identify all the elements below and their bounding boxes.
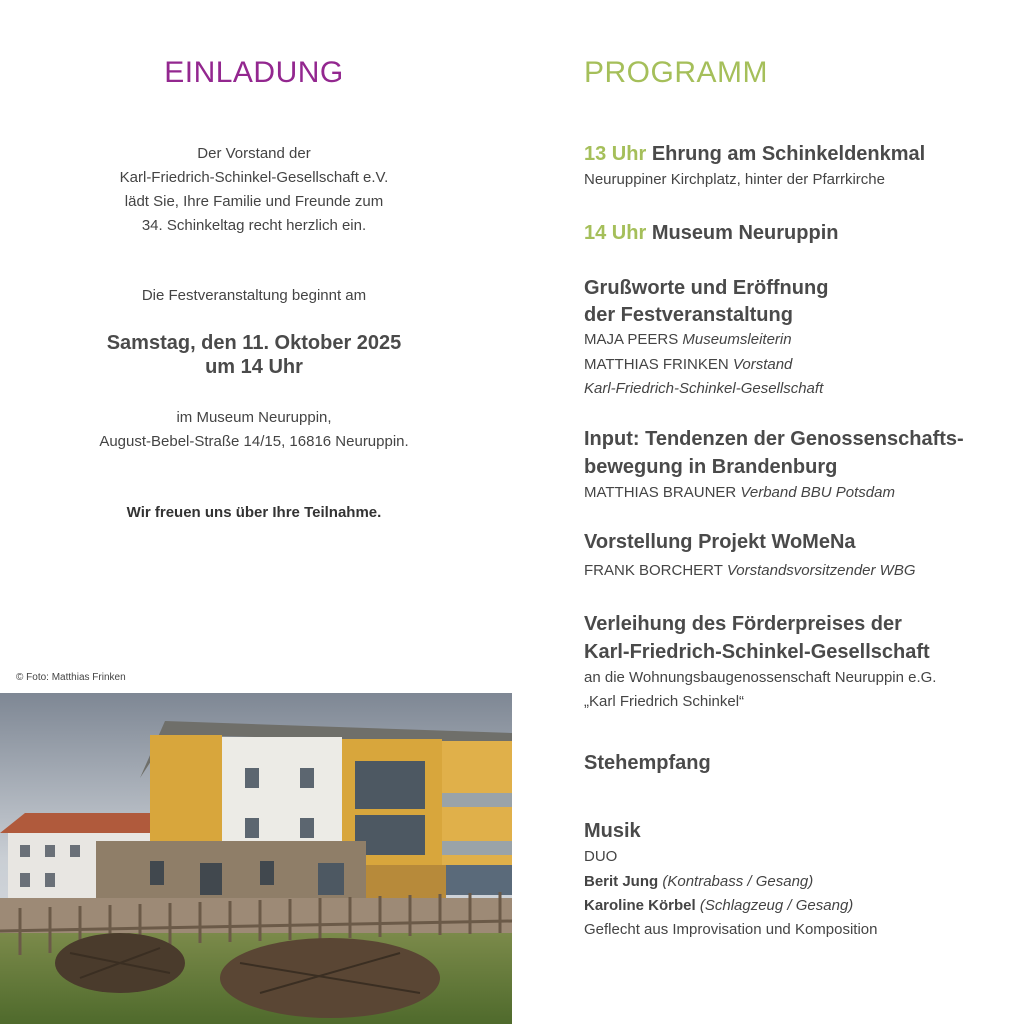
invitation-heading: EINLADUNG: [164, 56, 344, 89]
speaker-line: [584, 481, 895, 505]
item-time: 14 Uhr: [584, 222, 647, 244]
program-item-title: Vorstellung Projekt WoMeNa: [584, 531, 856, 553]
speaker-role: Museumsleiterin: [682, 331, 792, 348]
invitation-intro: [0, 142, 508, 238]
intro-line: lädt Sie, Ihre Familie und Freunde zum: [124, 193, 384, 210]
speaker-organisation: Karl-Friedrich-Schinkel-Gesellschaft: [584, 380, 824, 397]
program-item-detail: Neuruppiner Kirchplatz, hinter der Pfarrkirche: [584, 171, 885, 188]
program-item-title: Stehempfang: [584, 752, 711, 774]
item-title: Museum Neuruppin: [651, 222, 839, 244]
photo-credit: © Foto: Matthias Frinken: [16, 672, 126, 683]
program-item-detail: an die Wohnungsbaugenossenschaft Neuruppin e.G.: [584, 669, 937, 686]
path: [0, 898, 512, 938]
program-item-title: [584, 141, 925, 168]
program-item-detail: „Karl Friedrich Schinkel“: [584, 693, 745, 710]
musician-line: [584, 870, 813, 894]
speaker-line: [584, 353, 792, 377]
musician-line: [584, 894, 853, 918]
ensemble-name: DUO: [584, 848, 618, 865]
program-item-title: der Festveranstaltung: [584, 304, 793, 326]
event-date: [0, 331, 508, 379]
intro-line: Karl-Friedrich-Schinkel-Gesellschaft e.V.: [119, 169, 389, 186]
date-line: Samstag, den 11. Oktober 2025: [106, 332, 402, 354]
program-item-title: [584, 220, 838, 247]
speaker-name: MAJA PEERS: [584, 331, 679, 348]
program-item-title: Musik: [584, 820, 641, 842]
venue-name: im Museum Neuruppin,: [176, 409, 332, 426]
festival-line: Die Festveranstaltung beginnt am: [141, 287, 367, 304]
program-item-title: bewegung in Brandenburg: [584, 456, 838, 478]
speaker-role: Vorstandsvorsitzender WBG: [726, 562, 916, 579]
music-description: Geflecht aus Improvisation und Komposition: [584, 921, 878, 938]
speaker-name: MATTHIAS FRINKEN: [584, 356, 729, 373]
time-line: um 14 Uhr: [205, 356, 303, 378]
item-title: Ehrung am Schinkeldenkmal: [651, 143, 926, 165]
item-time: 13 Uhr: [584, 143, 647, 165]
program-item-title: Verleihung des Förderpreises der: [584, 613, 902, 635]
intro-line: Der Vorstand der: [197, 145, 311, 162]
speaker-name: MATTHIAS BRAUNER: [584, 484, 737, 501]
closing-line: Wir freuen uns über Ihre Teilnahme.: [126, 504, 382, 521]
speaker-role: Verband BBU Potsdam: [740, 484, 895, 501]
musician-role: (Schlagzeug / Gesang): [699, 897, 854, 914]
musician-name: Karoline Körbel: [584, 897, 696, 914]
musician-name: Berit Jung: [584, 873, 659, 890]
main-building: [96, 721, 512, 903]
musician-role: (Kontrabass / Gesang): [662, 873, 814, 890]
venue-street: August-Bebel-Straße 14/15, 16816 Neuruppin.: [99, 433, 409, 450]
intro-line: 34. Schinkeltag recht herzlich ein.: [141, 217, 367, 234]
program-item-title: Karl-Friedrich-Schinkel-Gesellschaft: [584, 641, 930, 663]
program-item-title: Grußworte und Eröffnung: [584, 277, 829, 299]
program-heading: PROGRAMM: [584, 56, 768, 89]
speaker-line: [584, 328, 792, 352]
program-item-title: Input: Tendenzen der Genossenschafts-: [584, 428, 964, 450]
speaker-name: FRANK BORCHERT: [584, 562, 723, 579]
venue-address: [0, 406, 508, 454]
speaker-line: [584, 559, 916, 583]
building-photo: [0, 693, 512, 1024]
speaker-role: Vorstand: [732, 356, 793, 373]
